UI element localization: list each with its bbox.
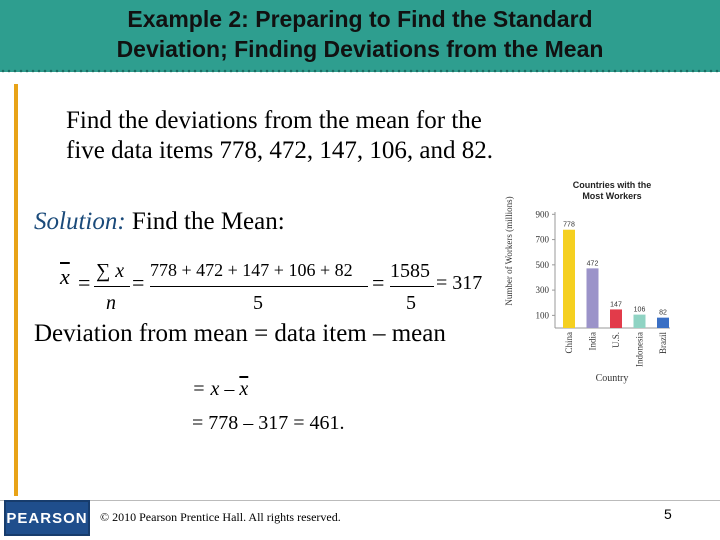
slide-title [0, 4, 720, 64]
chart-data-label: 147 [610, 301, 622, 309]
slide-title-line-1: Example 2: Preparing to Find the Standard [127, 6, 593, 32]
chart-category-label: India [587, 332, 598, 351]
problem-statement [66, 106, 586, 166]
sum-denominator: n [106, 292, 116, 314]
copyright-notice: © 2010 Pearson Prentice Hall. All rights reserved. [100, 510, 341, 524]
chart-category-label: China [564, 332, 574, 354]
deviation-formula-xbar: $\overline{x}$ [239, 378, 249, 400]
problem-line-2: five data items 778, 472, 147, 106, and 82. [66, 137, 494, 164]
formula-equals-1: = [78, 270, 91, 295]
sum-numerator: ∑ x [96, 260, 125, 282]
fraction-bar-2 [150, 286, 368, 287]
problem-line-1: Find the deviations from the mean for the [66, 107, 482, 134]
chart-y-tick-label: 100 [535, 310, 549, 321]
fraction-bar-3 [390, 286, 434, 287]
formula-equals-2: = [132, 270, 145, 295]
chart-bar [610, 309, 622, 328]
chart-category-label: Indonesia [634, 332, 645, 367]
chart-y-tick-label: 900 [535, 209, 549, 220]
deviation-result: = 778 – 317 = 461. [192, 412, 345, 434]
chart-category-label: U.S. [611, 332, 621, 349]
solution-label: Solution: [34, 208, 126, 235]
footer-divider [0, 500, 720, 501]
deviation-formula [192, 378, 248, 401]
chart-category-label: Brazil [658, 332, 668, 354]
x-bar-symbol: $\overline{x}$ [60, 264, 70, 289]
deviation-definition: Deviation from mean = data item – mean [34, 320, 446, 347]
mean-result: = 317 [436, 272, 483, 294]
sum-expression: 778 + 472 + 147 + 106 + 82 [150, 260, 353, 280]
formula-equals-3: = [372, 270, 385, 295]
chart-data-label: 106 [633, 306, 646, 314]
page-number: 5 [664, 506, 672, 522]
chart-bar [634, 315, 646, 328]
count-denominator: 5 [253, 292, 263, 314]
chart-bar [587, 268, 599, 328]
slide-title-line-2: Deviation; Finding Deviations from the Mean [116, 36, 604, 62]
total-numerator: 1585 [390, 260, 430, 282]
chart-title-line-1: Countries with the [572, 180, 652, 190]
chart-y-tick-label: 300 [535, 285, 549, 296]
chart-y-tick-label: 500 [535, 259, 549, 270]
chart-x-axis-label: Country [595, 373, 629, 384]
fraction-bar-1 [94, 286, 130, 287]
workers-bar-chart [500, 176, 690, 386]
total-denominator: 5 [406, 292, 416, 314]
solution-line [34, 208, 285, 236]
chart-data-label: 472 [586, 260, 599, 268]
chart-y-axis-label: Number of Workers (millions) [504, 196, 514, 306]
title-divider [0, 68, 720, 74]
pearson-logo: PEARSON [4, 500, 90, 536]
left-accent-bar [14, 84, 18, 496]
chart-bar [563, 230, 575, 328]
solution-text: Find the Mean: [131, 208, 285, 235]
chart-data-label: 82 [659, 309, 667, 317]
chart-data-label: 778 [563, 221, 575, 229]
chart-title-line-2: Most Workers [582, 191, 642, 201]
chart-bar [657, 318, 669, 328]
deviation-formula-lhs: = x – [192, 378, 240, 400]
chart-y-tick-label: 700 [535, 234, 549, 245]
